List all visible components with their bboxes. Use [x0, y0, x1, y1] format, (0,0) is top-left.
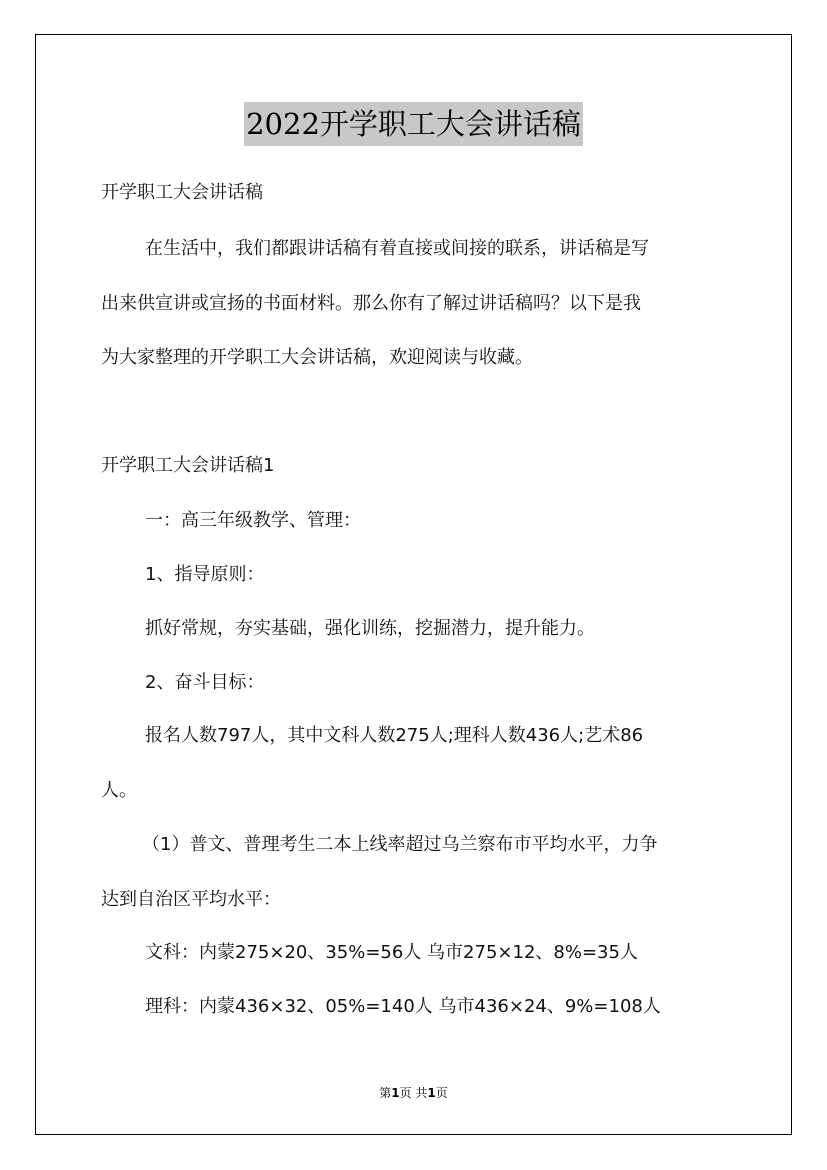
subtitle-line: 开学职工大会讲话稿: [101, 182, 263, 203]
paragraph-line: 达到自治区平均水平：: [101, 889, 281, 910]
document-title: 2022开学职工大会讲话稿: [244, 102, 583, 146]
footer-suffix: 页: [435, 1086, 448, 1100]
paragraph-line: 人。: [101, 780, 137, 801]
paragraph-line: 2、奋斗目标：: [145, 672, 265, 693]
footer-prefix: 第: [379, 1086, 392, 1100]
footer-page-number: 1: [391, 1086, 400, 1100]
section-heading: 开学职工大会讲话稿1: [101, 455, 275, 476]
paragraph-line: 一：高三年级教学、管理：: [145, 510, 361, 531]
paragraph-line: 文科：内蒙275×20、35%=56人 乌市275×12、8%=35人: [145, 942, 638, 963]
paragraph-line: 1、指导原则：: [145, 564, 265, 585]
footer-middle: 页 共: [399, 1086, 428, 1100]
footer-page-total: 1: [427, 1086, 436, 1100]
paragraph-line: （1）普文、普理考生二本上线率超过乌兰察布市平均水平，力争: [142, 834, 658, 855]
page-footer: [0, 1084, 827, 1101]
paragraph-line: 抓好常规，夯实基础，强化训练，挖掘潜力，提升能力。: [145, 618, 595, 639]
paragraph-line: 出来供宣讲或宣扬的书面材料。那么你有了解过讲话稿吗？以下是我: [101, 293, 641, 314]
paragraph-line: 为大家整理的开学职工大会讲话稿，欢迎阅读与收藏。: [101, 347, 533, 368]
paragraph-line: 在生活中，我们都跟讲话稿有着直接或间接的联系，讲话稿是写: [145, 238, 649, 259]
title-container: [0, 102, 827, 146]
paragraph-line: 报名人数797人，其中文科人数275人;理科人数436人;艺术86: [145, 725, 644, 746]
paragraph-line: 理科：内蒙436×32、05%=140人 乌市436×24、9%=108人: [145, 996, 661, 1017]
